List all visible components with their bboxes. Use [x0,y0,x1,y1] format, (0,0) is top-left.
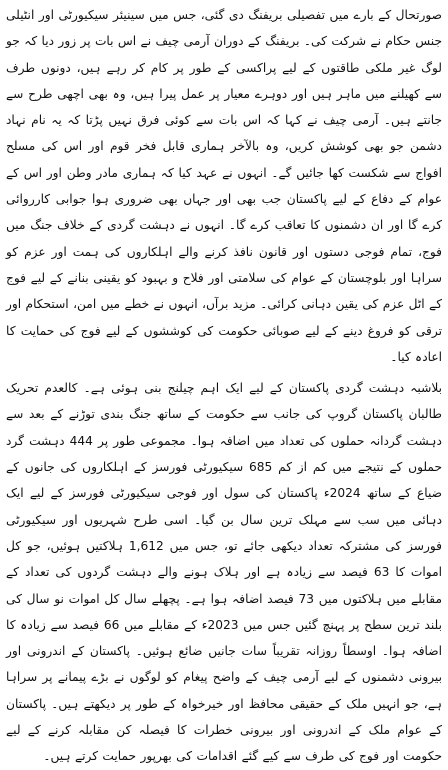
article-paragraph-1: صورتحال کے بارے میں تفصیلی بریفنگ دی گئی، جس میں سینیئر سیکیورٹی اور انٹیلی جنس حکام نے شرکت کی۔ بریفنگ کے دوران آرمی چیف نے اس بات پر زور دیا کہ جو لوگ غیر ملکی طاقتوں کے لیے پراکسی کے طور پر کام کر رہے ہیں، دونوں طرف سے کھیلنے میں ماہر ہیں اور دوہرے معیار پر عمل پیرا ہیں، وہ بھی اچھی طرح سے جانتے ہیں۔ آرمی چیف نے کہا کہ اس بات سے کوئی فرق نہیں پڑتا کہ یہ نام نہاد دشمن جو بھی کوشش کریں، وہ بالآخر ہماری قابل فخر قوم اور اس کی مسلح افواج سے شکست کھا جائیں گے۔ انہوں نے عہد کیا کہ ہماری مادر وطن اور اس کے عوام کے دفاع کے لیے پاکستان جب بھی اور جہاں بھی ضروری ہوا جوابی کارروائی کرے گا اور ان دشمنوں کا تعاقب کرے گا۔ انہوں نے دہشت گردی کے خلاف جنگ میں فوج، تمام فوجی دستوں اور قانون نافذ کرنے والے اہلکاروں کی ہمت اور عزم کو سراہا اور بلوچستان کے عوام کی سلامتی اور فلاح و بہبود کو یقینی بنانے کے لیے فوج کے اٹل عزم کی یقین دہانی کرائی۔ مزید برآں، انہوں نے خطے میں امن، استحکام اور ترقی کو فروغ دینے کے لیے صوبائی حکومت کی کوششوں کے لیے فوج کی حمایت کا اعادہ کیا۔ [6,8,442,364]
article-paragraph-2: بلاشبہ دہشت گردی پاکستان کے لیے ایک اہم چیلنج بنی ہوئی ہے۔ کالعدم تحریک طالبان پاکستان گروپ کی جانب سے حکومت کے ساتھ جنگ بندی توڑنے کے بعد سے دہشت گردانہ حملوں کی تعداد میں اضافہ ہوا۔ مجموعی طور پر 444 دہشت گرد حملوں کے نتیجے میں کم از کم 685 سیکیورٹی فورسز کے اہلکاروں کی جانوں کے ضیاع کے ساتھ 2024ء پاکستان کی سول اور فوجی سیکیورٹی فورسز کے لیے ایک دہائی میں سب سے مہلک ترین سال بن گیا۔ اسی طرح شہریوں اور سیکیورٹی فورسز کی مشترکہ تعداد دیکھی جائے تو، جس میں 1,612 ہلاکتیں ہوئیں، جو کل اموات کا 63 فیصد سے زیادہ ہے اور ہلاک ہونے والے دہشت گردوں کی تعداد کے مقابلے میں ہلاکتوں میں 73 فیصد اضافہ ہوا ہے۔ پچھلے سال کل اموات نو سال کی بلند ترین سطح پر پہنچ گئیں جس میں 2023ء کے مقابلے میں 66 فیصد سے زیادہ کا اضافہ ہوا۔ اوسطاً روزانہ تقریباً سات جانیں ضائع ہوئیں۔ پاکستان کے اندرونی اور بیرونی دشمنوں کے لیے آرمی چیف کے واضح پیغام کو لوگوں نے بڑے پیمانے پر سراہا ہے، جو انہیں ملک کے حقیقی محافظ اور خیرخواہ کے طور پر دیکھتے ہیں۔ پاکستان کے عوام ملک کے اندرونی اور بیرونی خطرات کا فیصلہ کن مقابلہ کرنے کے لیے حکومت اور فوج کی طرف سے کیے گئے اقدامات کی بھرپور حمایت کرتے ہیں۔ [6,381,443,764]
